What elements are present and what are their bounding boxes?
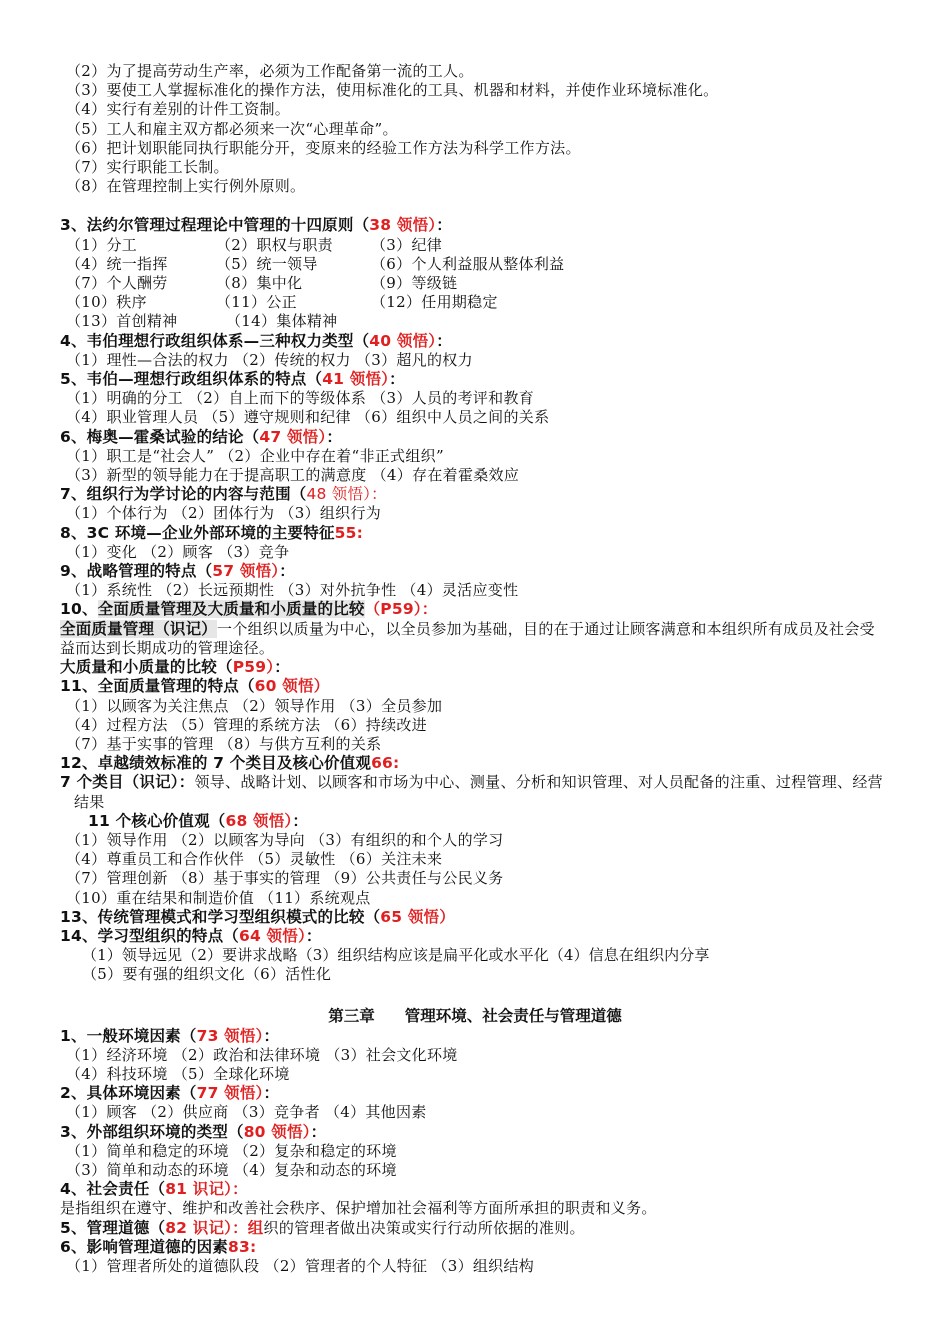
list-item: （8）在管理控制上实行例外原则。: [66, 177, 306, 196]
list-row: （7）基于实事的管理 （8）与供方互利的关系: [66, 734, 382, 753]
chapter-title: 第三章 管理环境、社会责任与管理道德: [328, 1006, 622, 1025]
list-row: （1）顾客 （2）供应商 （3）竞争者 （4）其他因素: [66, 1103, 427, 1122]
tqm-definition-label: 全面质量管理（识记）: [60, 619, 218, 638]
chapter3-heading-6: 6、影响管理道德的因素83:: [60, 1237, 257, 1256]
list-row: （7）管理创新 （8）基于事实的管理 （9）公共责任与公民义务: [66, 869, 504, 888]
list-row: （5）要有强的组织文化（6）活性化: [82, 965, 332, 984]
list-row: （1）领导作用 （2）以顾客为导向 （3）有组织的和个人的学习: [66, 830, 504, 849]
list-item: （7）实行职能工长制。: [66, 158, 229, 177]
section-heading-13: 13、传统管理模式和学习型组织模式的比较（65 领悟）: [60, 907, 455, 926]
list-row: （1）管理者所处的道德队段 （2）管理者的个人特征 （3）组织结构: [66, 1256, 535, 1275]
section-heading-6: 6、梅奥—霍桑试验的结论（47 领悟）：: [60, 427, 343, 446]
list-item: （4）实行有差别的计件工资制。: [66, 100, 291, 119]
list-row: （4）尊重员工和合作伙伴 （5）灵敏性 （6）关注未来: [66, 850, 443, 869]
seven-categories: 7 个类目（识记）：领导、战略计划、以顾客和市场为中心、测量、分析和知识管理、对人员配备的注重、过程管理、经营结果: [60, 773, 883, 811]
list-row: （1）系统性 （2）长远预期性 （3）对外抗争性 （4）灵活应变性: [66, 581, 519, 600]
core-values-heading: 11 个核心价值观（68 领悟）：: [88, 811, 309, 830]
social-responsibility-definition: 是指组织在遵守、维护和改善社会秩序、保护增加社会福利等方面所承担的职责和义务。: [60, 1199, 657, 1218]
tqm-definition: [60, 620, 890, 658]
list-item: （5）工人和雇主双方都必须来一次“心理革命”。: [66, 119, 398, 138]
tqm-definition-text: 一个组织以质量为中心，以全员参加为基础，目的在于通过让顾客满意和本组织所有成员及社会受益而达到长期成功的管理途径。: [60, 619, 875, 657]
list-row: （1）经济环境 （2）政治和法律环境 （3）社会文化环境: [66, 1045, 458, 1064]
list-row: （1）领导远见（2）要讲求战略（3）组织结构应该是扁平化或水平化（4）信息在组织内分享: [82, 946, 710, 965]
list-row: （1）理性—合法的权力 （2）传统的权力 （3）超凡的权力: [66, 350, 473, 369]
list-row: （10）秩序 （11）公正 （12）任用期稳定: [66, 293, 498, 312]
section-heading-10: 10、全面质量管理及大质量和小质量的比较（P59）：: [60, 600, 438, 619]
section-heading-9: 9、战略管理的特点（57 领悟）：: [60, 562, 295, 581]
list-row: （4）科技环境 （5）全球化环境: [66, 1064, 290, 1083]
section-heading-8: 8、3C 环境—企业外部环境的主要特征55:: [60, 523, 364, 542]
list-row: （3）简单和动态的环境 （4）复杂和动态的环境: [66, 1160, 397, 1179]
chapter3-heading-2: 2、具体环境因素（77 领悟）：: [60, 1084, 280, 1103]
list-row: （1）分工 （2）职权与职责 （3）纪律: [66, 235, 443, 254]
chapter3-heading-5: 5、管理道德（82 识记）：组织的管理者做出决策或实行行动所依据的准则。: [60, 1218, 585, 1237]
list-row: （1）简单和稳定的环境 （2）复杂和稳定的环境: [66, 1141, 397, 1160]
list-row: （1）明确的分工 （2）自上而下的等级体系 （3）人员的考评和教育: [66, 389, 535, 408]
section-heading-11: 11、全面质量管理的特点（60 领悟）: [60, 677, 330, 696]
section-heading-12: 12、卓越绩效标准的 7 个类目及核心价值观66:: [60, 754, 400, 773]
list-row: （1）职工是“社会人” （2）企业中存在着“非正式组织”: [66, 446, 444, 465]
list-row: （1）以顾客为关注焦点 （2）领导作用 （3）全员参加: [66, 696, 443, 715]
section-heading-5: 5、韦伯—理想行政组织体系的特点（41 领悟）：: [60, 370, 405, 389]
list-item: （2）为了提高劳动生产率，必须为工作配备第一流的工人。: [66, 62, 474, 80]
list-item: （3）要使工人掌握标准化的操作方法，使用标准化的工具、机器和材料，并使作业环境标准化。: [66, 81, 719, 100]
list-row: （13）首创精神 （14）集体精神: [66, 312, 338, 331]
section-heading-14: 14、学习型组织的特点（64 领悟）：: [60, 926, 322, 945]
list-row: （3）新型的领导能力在于提高职工的满意度 （4）存在着霍桑效应: [66, 466, 520, 485]
document-page: [60, 62, 890, 1276]
quality-comparison-heading: 大质量和小质量的比较（P59）：: [60, 658, 290, 677]
list-row: （4）过程方法 （5）管理的系统方法 （6）持续改进: [66, 715, 427, 734]
list-item: （6）把计划职能同执行职能分开，变原来的经验工作方法为科学工作方法。: [66, 138, 581, 157]
list-row: （1）个体行为 （2）团体行为 （3）组织行为: [66, 504, 382, 523]
section-heading-7: 7、组织行为学讨论的内容与范围（48 领悟）：: [60, 485, 387, 504]
list-row: （1）变化 （2）顾客 （3）竞争: [66, 542, 290, 561]
section-heading-4: 4、韦伯理想行政组织体系—三种权力类型（40 领悟）：: [60, 331, 452, 350]
list-row: （7）个人酬劳 （8）集中化 （9）等级链: [66, 274, 458, 293]
list-row: （4）统一指挥 （5）统一领导 （6）个人利益服从整体利益: [66, 254, 565, 273]
list-row: （4）职业管理人员 （5）遵守规则和纪律 （6）组织中人员之间的关系: [66, 408, 550, 427]
section-heading-3: 3、法约尔管理过程理论中管理的十四原则（38 领悟）：: [60, 216, 452, 235]
list-row: （10）重在结果和制造价值 （11）系统观点: [66, 888, 371, 907]
chapter3-heading-1: 1、一般环境因素（73 领悟）：: [60, 1026, 280, 1045]
chapter3-heading-3: 3、外部组织环境的类型（80 领悟）：: [60, 1122, 327, 1141]
taylor-principles-list: [60, 62, 890, 196]
chapter3-heading-4: 4、社会责任（81 识记）：: [60, 1180, 248, 1199]
